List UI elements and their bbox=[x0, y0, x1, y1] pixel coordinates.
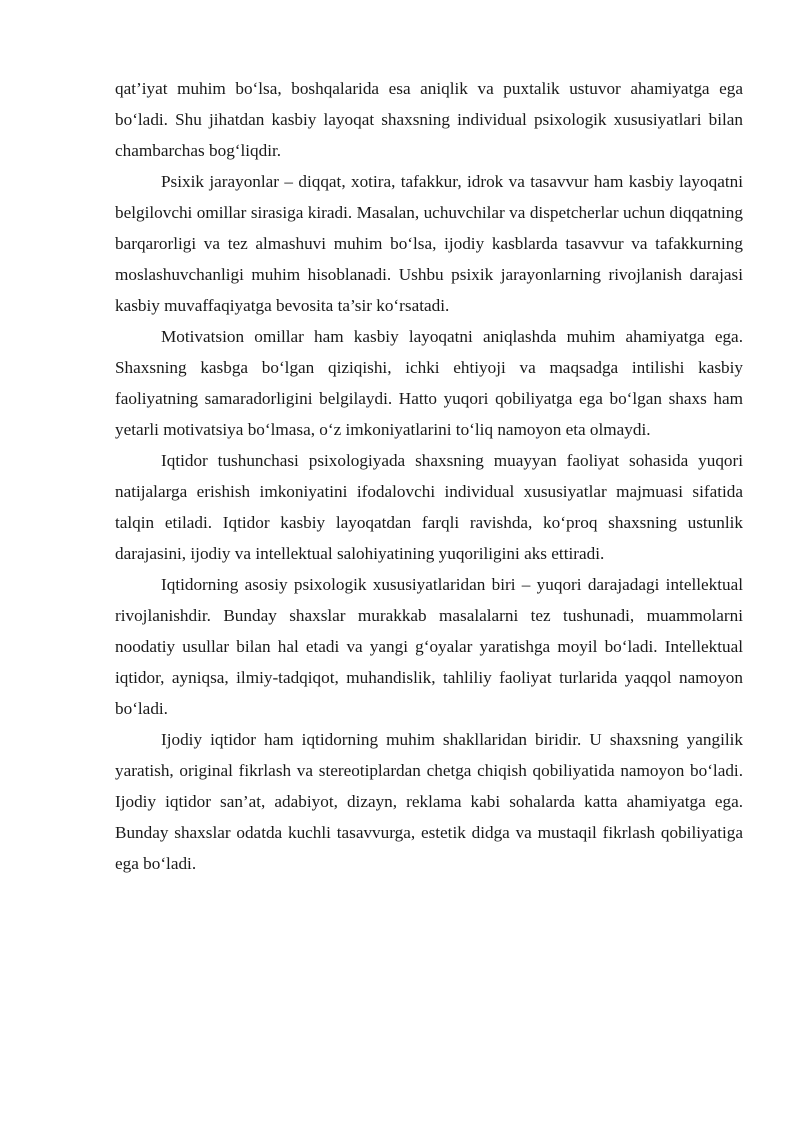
document-page bbox=[115, 73, 743, 879]
paragraph-intellectual-talent: Iqtidorning asosiy psixologik xususiyatlaridan biri – yuqori darajadagi intellektual rivojlanishdir. Bunday shaxslar murakkab masalalarni tez tushunadi, muammolarni noodatiy usullar bilan hal etadi va yangi g‘oyalar yaratishga moyil bo‘ladi. Intellektual iqtidor, ayniqsa, ilmiy-tadqiqot, muhandislik, tahliliy faoliyat turlarida yaqqol namoyon bo‘ladi. bbox=[115, 575, 743, 718]
paragraph-psychic-processes: Psixik jarayonlar – diqqat, xotira, tafakkur, idrok va tasavvur ham kasbiy layoqatni belgilovchi omillar sirasiga kiradi. Masalan, uchuvchilar va dispetcherlar uchun diqqatning barqarorligi va tez almashuvi muhim bo‘lsa, ijodiy kasblarda tasavvur va tafakkurning moslashuvchanligi muhim hisoblanadi. Ushbu psixik jarayonlarning rivojlanish darajasi kasbiy muvaffaqiyatga bevosita ta’sir ko‘rsatadi. bbox=[115, 172, 743, 315]
paragraph-continuation: qat’iyat muhim bo‘lsa, boshqalarida esa aniqlik va puxtalik ustuvor ahamiyatga ega bo‘ladi. Shu jihatdan kasbiy layoqat shaxsning individual psixologik xususiyatlari bilan chambarchas bog‘liqdir. bbox=[115, 79, 743, 160]
paragraph-talent-concept: Iqtidor tushunchasi psixologiyada shaxsning muayyan faoliyat sohasida yuqori natijalarga erishish imkoniyatini ifodalovchi individual xususiyatlar majmuasi sifatida talqin etiladi. Iqtidor kasbiy layoqatdan farqli ravishda, ko‘proq shaxsning ustunlik darajasini, ijodiy va intellektual salohiyatining yuqoriligini aks ettiradi. bbox=[115, 451, 743, 563]
paragraph-creative-talent: Ijodiy iqtidor ham iqtidorning muhim shakllaridan biridir. U shaxsning yangilik yaratish, original fikrlash va stereotiplardan chetga chiqish qobiliyatida namoyon bo‘ladi. Ijodiy iqtidor san’at, adabiyot, dizayn, reklama kabi sohalarda katta ahamiyatga ega. Bunday shaxslar odatda kuchli tasavvurga, estetik didga va mustaqil fikrlash qobiliyatiga ega bo‘ladi. bbox=[115, 730, 743, 873]
paragraph-motivational-factors: Motivatsion omillar ham kasbiy layoqatni aniqlashda muhim ahamiyatga ega. Shaxsning kasbga bo‘lgan qiziqishi, ichki ehtiyoji va maqsadga intilishi kasbiy faoliyatning samaradorligini belgilaydi. Hatto yuqori qobiliyatga ega bo‘lgan shaxs ham yetarli motivatsiya bo‘lmasa, o‘z imkoniyatlarini to‘liq namoyon eta olmaydi. bbox=[115, 327, 743, 439]
